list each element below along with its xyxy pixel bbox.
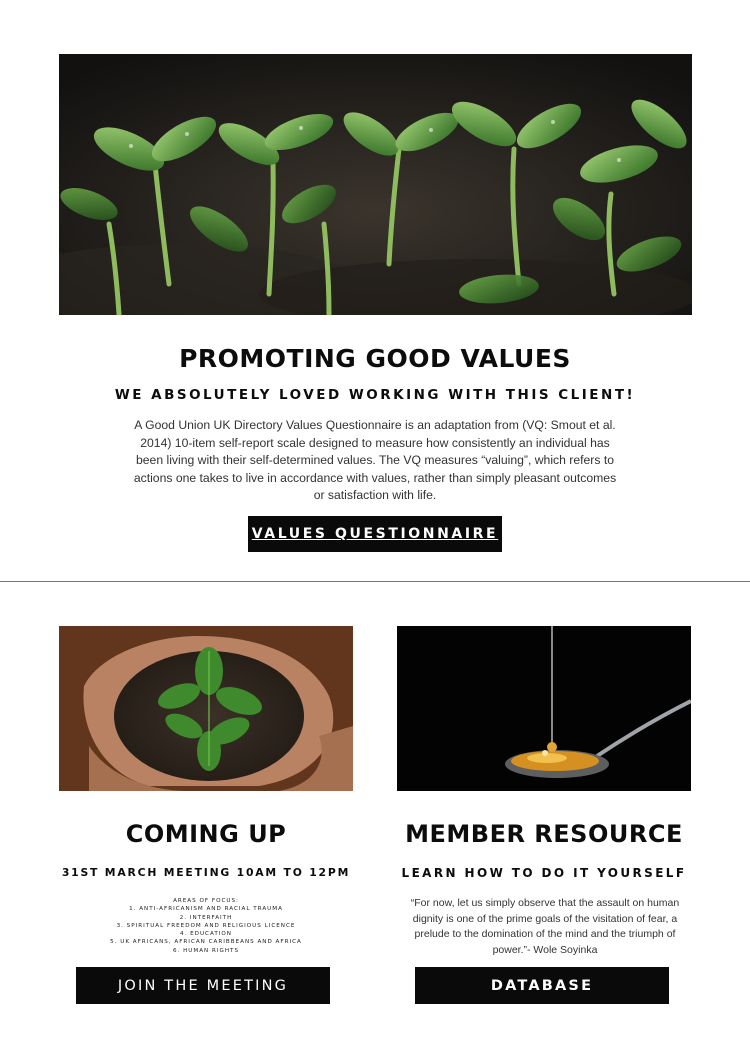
- database-button-label: DATABASE: [490, 977, 594, 994]
- coming-up-subtitle: 31ST MARCH MEETING 10AM TO 12PM: [61, 866, 351, 879]
- values-questionnaire-button[interactable]: [248, 516, 502, 552]
- promoting-description: A Good Union UK Directory Values Questionnaire is an adaptation from (VQ: Smout et al. 2014) 10-item self-report scale designed to measure how consistently an individual has been living with their self-determined values. The VQ measures “valuing”, which refers to actions one takes to live in accordance with values, rather than simply pleasant outcomes or satisfaction with life.: [133, 418, 617, 503]
- member-resource-subtitle: LEARN HOW TO DO IT YOURSELF: [401, 866, 687, 880]
- coming-up-title: COMING UP: [125, 820, 287, 848]
- list-item: 6. HUMAN RIGHTS: [172, 947, 240, 954]
- hero-seedlings-image: [59, 54, 692, 315]
- promoting-title: PROMOTING GOOD VALUES: [179, 344, 571, 373]
- member-resource-title: MEMBER RESOURCE: [405, 820, 683, 848]
- hands-plant-image: [59, 626, 353, 791]
- database-button[interactable]: [415, 967, 669, 1004]
- list-item: 2. INTERFAITH: [179, 914, 233, 921]
- soyinka-quote: “For now, let us simply observe that the assault on human dignity is one of the prime goals of the visitation of fear, a prelude to the domination of the mind and the triumph of power.”- Wole Soyinka: [410, 897, 680, 956]
- join-meeting-button[interactable]: [76, 967, 330, 1004]
- section-divider: [0, 581, 750, 582]
- values-questionnaire-button-label: VALUES QUESTIONNAIRE: [251, 526, 499, 542]
- areas-of-focus-list: [59, 897, 353, 955]
- honey-spoon-image: [397, 626, 691, 791]
- list-item: 1. ANTI-AFRICANISM AND RACIAL TRAUMA: [129, 906, 283, 913]
- promoting-subtitle: WE ABSOLUTELY LOVED WORKING WITH THIS CLIENT!: [114, 387, 636, 403]
- list-item: 3. SPIRITUAL FREEDOM AND RELIGIOUS LICENCE: [116, 922, 296, 929]
- areas-of-focus-heading: AREAS OF FOCUS:: [173, 898, 239, 904]
- list-item: 4. EDUCATION: [179, 931, 232, 938]
- join-meeting-button-label: JOIN THE MEETING: [117, 977, 289, 994]
- list-item: 5. UK AFRICANS, AFRICAN CARIBBEANS AND AFRICA: [110, 939, 302, 946]
